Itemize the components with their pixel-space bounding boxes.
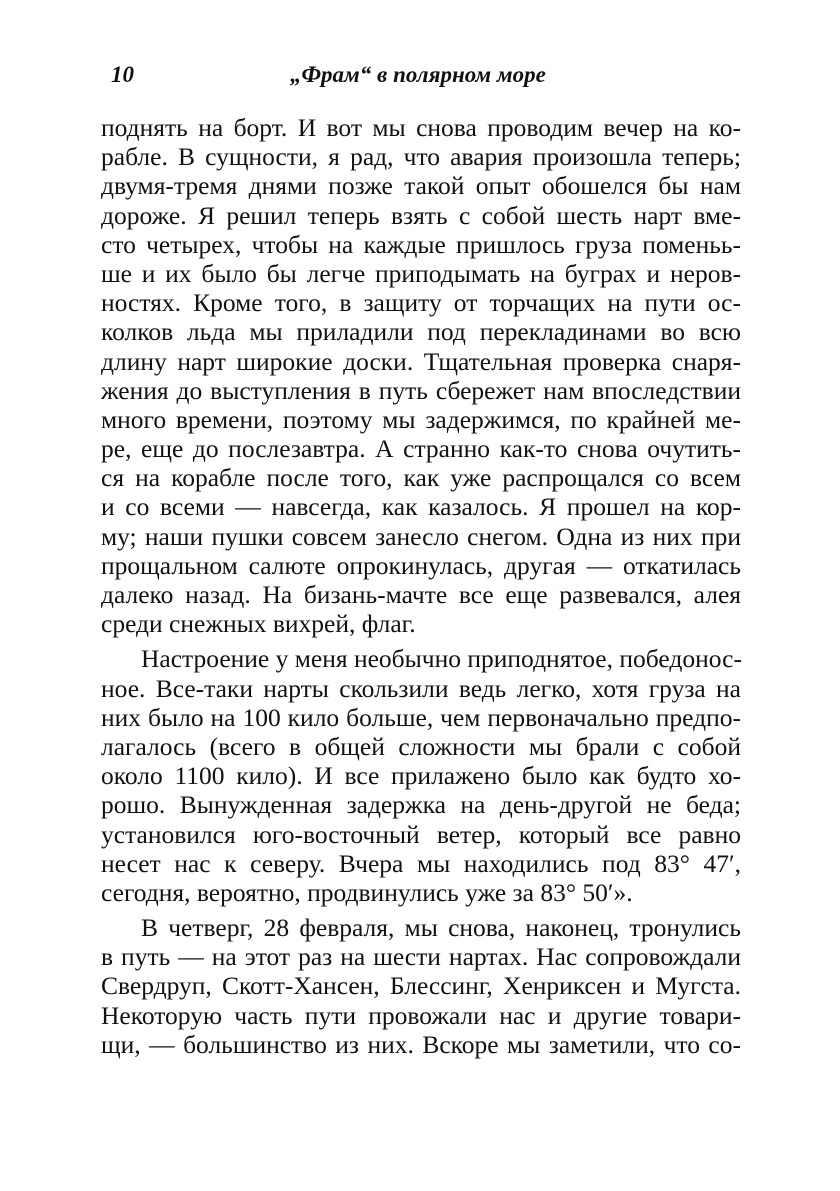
text-line: ностях. Кроме того, в защиту от торчащих на пути ос- <box>101 288 741 318</box>
text-line: в путь — на этот раз на шести нартах. Нас сопровождали <box>101 942 741 972</box>
text-line: ре, еще до послезавтра. А странно как-то снова очутить- <box>101 434 741 464</box>
paragraph-2 <box>101 644 741 907</box>
text-line: му; наши пушки совсем занесло снегом. Одна из них при <box>101 521 741 551</box>
text-line: двумя-тремя днями позже такой опыт обошелся бы нам <box>101 171 741 201</box>
running-title: „Фрам“ в полярном море <box>290 62 546 87</box>
text-line: поднять на борт. И вот мы снова проводим вечер на ко- <box>101 113 741 142</box>
page-number: 10 <box>111 62 134 87</box>
text-line: несет нас к северу. Вчера мы находились под 83° 47′, <box>101 848 741 878</box>
text-line: дороже. Я решил теперь взять с собой шесть нарт вме- <box>101 200 741 230</box>
text-line: лагалось (всего в общей сложности мы брали с собой <box>101 731 741 761</box>
text-line: колков льда мы приладили под перекладинами во всю <box>101 317 741 347</box>
text-line: щи, — большинство из них. Вскоре мы заметили, что со- <box>101 1029 741 1059</box>
text-line: жения до выступления в путь сбережет нам впоследствии <box>101 375 741 405</box>
text-line: Свердруп, Скотт-Хансен, Блессинг, Хенриксен и Мугста. <box>101 971 741 1001</box>
text-line: В четверг, 28 февраля, мы снова, наконец, тронулись <box>141 913 741 943</box>
page-header <box>0 62 840 92</box>
text-line: и со всеми — навсегда, как казалось. Я прошел на кор- <box>101 492 741 522</box>
paragraph-1 <box>101 113 741 638</box>
text-line: них было на 100 кило больше, чем первоначально предпо- <box>101 702 741 732</box>
text-line: ное. Все-таки нарты скользили ведь легко, хотя груза на <box>101 673 741 703</box>
text-line: длину нарт широкие доски. Тщательная проверка снаря- <box>101 346 741 376</box>
text-line: рошо. Вынужденная задержка на день-другой не беда; <box>101 790 741 820</box>
text-line: рабле. В сущности, я рад, что авария произошла теперь; <box>101 142 741 172</box>
text-line: ше и их было бы легче приподымать на буграх и неров- <box>101 258 741 288</box>
text-line: далеко назад. На бизань-мачте все еще развевался, алея <box>101 580 741 609</box>
text-line: установился юго-восточный ветер, который все равно <box>101 819 741 849</box>
text-line: среди снежных вихрей, флаг. <box>101 609 416 639</box>
text-line: сегодня, вероятно, продвинулись уже за 83° 50′». <box>101 877 633 907</box>
text-line: прощальном салюте опрокинулась, другая — откатилась <box>101 550 741 580</box>
text-line: много времени, поэтому мы задержимся, по крайней ме- <box>101 404 741 434</box>
text-line: Настроение у меня необычно приподнятое, победонос- <box>141 644 742 674</box>
text-line: около 1100 кило). И все прилажено было как будто хо- <box>101 761 741 791</box>
text-line: Некоторую часть пути провожали нас и другие товари- <box>101 1000 741 1030</box>
text-line: сто четырех, чтобы на каждые пришлось груза поменьь- <box>101 229 741 259</box>
paragraph-3 <box>101 913 741 1059</box>
body-text <box>101 113 741 1059</box>
text-line: ся на корабле после того, как уже распрощался со всем <box>101 463 741 493</box>
